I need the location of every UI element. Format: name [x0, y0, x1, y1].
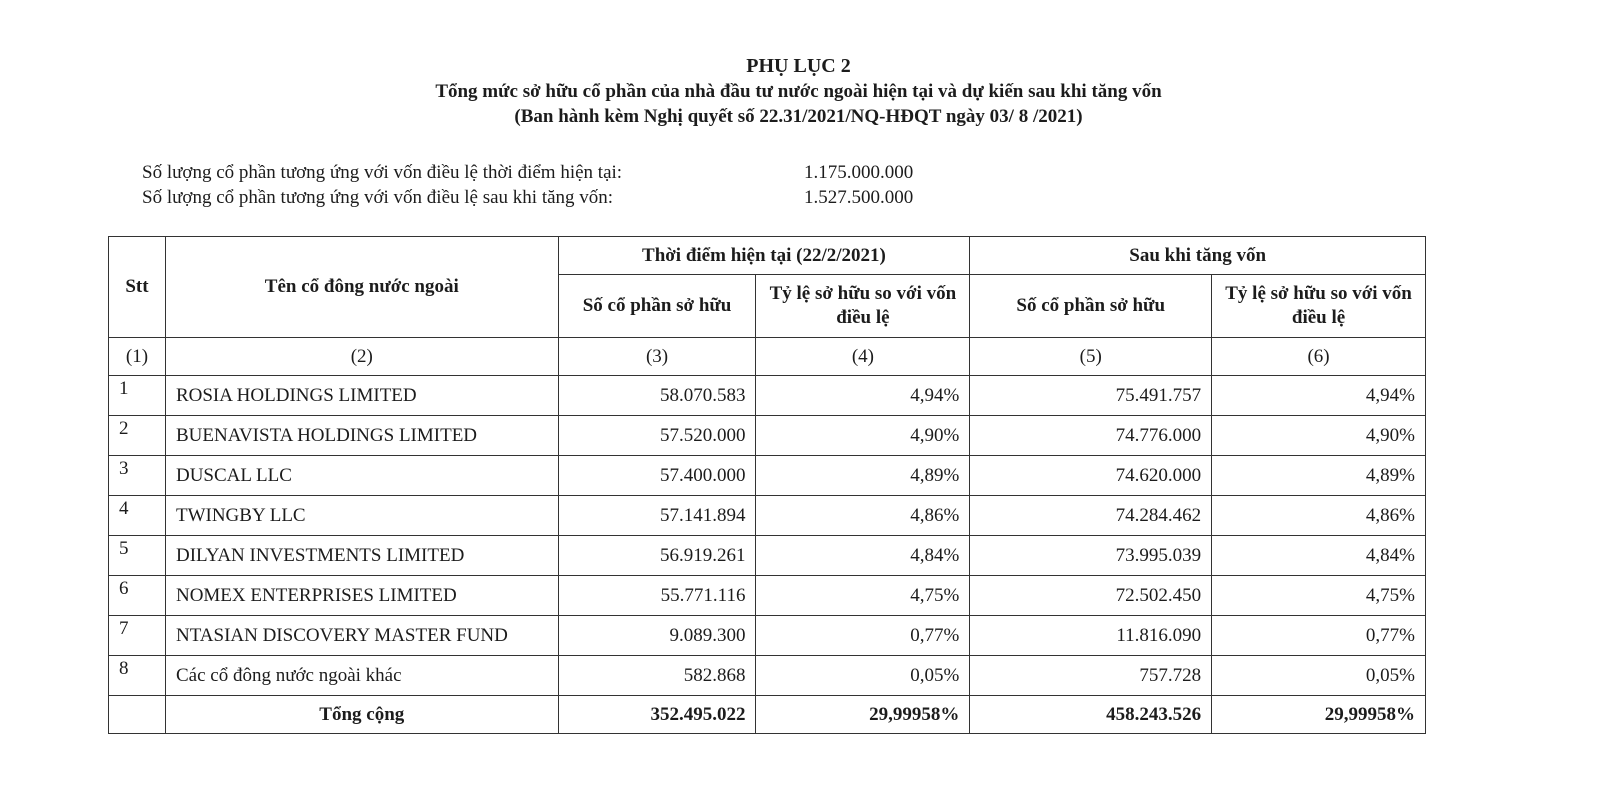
- row-current-shares: 57.400.000: [558, 456, 756, 496]
- row-current-ratio: 4,89%: [756, 456, 970, 496]
- total-after-ratio: 29,99958%: [1212, 696, 1426, 734]
- row-after-shares: 74.620.000: [970, 456, 1212, 496]
- header-name: Tên cổ đông nước ngoài: [165, 237, 558, 338]
- row-stt: 5: [109, 536, 166, 576]
- row-after-ratio: 4,89%: [1212, 456, 1426, 496]
- row-current-ratio: 4,84%: [756, 536, 970, 576]
- row-stt: 6: [109, 576, 166, 616]
- header-current-ratio: Tỷ lệ sở hữu so với vốn điều lệ: [756, 275, 970, 338]
- row-after-shares: 72.502.450: [970, 576, 1212, 616]
- total-after-shares: 458.243.526: [970, 696, 1212, 734]
- appendix-subtitle: Tổng mức sở hữu cổ phần của nhà đầu tư nước ngoài hiện tại và dự kiến sau khi tăng vốn: [435, 81, 1162, 102]
- row-shareholder-name: BUENAVISTA HOLDINGS LIMITED: [165, 416, 558, 456]
- summary-label: Số lượng cổ phần tương ứng với vốn điều lệ sau khi tăng vốn:: [142, 187, 614, 208]
- row-shareholder-name: DUSCAL LLC: [165, 456, 558, 496]
- row-shareholder-name: DILYAN INVESTMENTS LIMITED: [165, 536, 558, 576]
- total-current-ratio: 29,99958%: [756, 696, 970, 734]
- summary-row-current: [142, 160, 913, 185]
- row-stt: 8: [109, 656, 166, 696]
- row-stt: 7: [109, 616, 166, 656]
- foreign-ownership-table: [108, 236, 1426, 734]
- table-row: [109, 616, 1426, 656]
- header-stt: Stt: [109, 237, 166, 338]
- row-current-ratio: 0,77%: [756, 616, 970, 656]
- summary-label: Số lượng cổ phần tương ứng với vốn điều lệ thời điểm hiện tại:: [142, 162, 623, 183]
- row-current-ratio: 4,75%: [756, 576, 970, 616]
- row-shareholder-name: ROSIA HOLDINGS LIMITED: [165, 376, 558, 416]
- index-cell: (2): [165, 338, 558, 376]
- row-stt: 3: [109, 456, 166, 496]
- row-current-shares: 58.070.583: [558, 376, 756, 416]
- table-row: [109, 656, 1426, 696]
- resolution-reference: (Ban hành kèm Nghị quyết số 22.31/2021/NQ-HĐQT ngày 03/ 8 /2021): [514, 106, 1083, 127]
- row-after-ratio: 4,75%: [1212, 576, 1426, 616]
- table-row: [109, 376, 1426, 416]
- total-stt-empty: [109, 696, 166, 734]
- row-stt: 2: [109, 416, 166, 456]
- total-current-shares: 352.495.022: [558, 696, 756, 734]
- summary-value: 1.527.500.000: [804, 187, 914, 208]
- row-stt: 4: [109, 496, 166, 536]
- row-after-ratio: 4,84%: [1212, 536, 1426, 576]
- row-after-shares: 74.284.462: [970, 496, 1212, 536]
- row-shareholder-name: TWINGBY LLC: [165, 496, 558, 536]
- row-current-shares: 582.868: [558, 656, 756, 696]
- row-current-shares: 9.089.300: [558, 616, 756, 656]
- total-row: [109, 696, 1426, 734]
- row-after-shares: 73.995.039: [970, 536, 1212, 576]
- row-current-ratio: 0,05%: [756, 656, 970, 696]
- index-cell: (1): [109, 338, 166, 376]
- row-stt: 1: [109, 376, 166, 416]
- row-current-shares: 57.520.000: [558, 416, 756, 456]
- header-group-current: Thời điểm hiện tại (22/2/2021): [558, 237, 970, 275]
- row-current-ratio: 4,86%: [756, 496, 970, 536]
- row-after-shares: 11.816.090: [970, 616, 1212, 656]
- column-index-row: [109, 338, 1426, 376]
- total-label: Tổng cộng: [165, 696, 558, 734]
- row-after-shares: 74.776.000: [970, 416, 1212, 456]
- summary-row-after: [142, 185, 913, 210]
- row-after-ratio: 4,86%: [1212, 496, 1426, 536]
- row-after-ratio: 4,90%: [1212, 416, 1426, 456]
- appendix-title: PHỤ LỤC 2: [746, 55, 851, 77]
- row-after-ratio: 0,05%: [1212, 656, 1426, 696]
- row-shareholder-name: NOMEX ENTERPRISES LIMITED: [165, 576, 558, 616]
- index-cell: (3): [558, 338, 756, 376]
- document-heading: [0, 54, 1597, 129]
- share-summary: [142, 160, 913, 210]
- header-group-after: Sau khi tăng vốn: [970, 237, 1426, 275]
- row-current-shares: 56.919.261: [558, 536, 756, 576]
- header-after-shares: Số cổ phần sở hữu: [970, 275, 1212, 338]
- row-after-shares: 75.491.757: [970, 376, 1212, 416]
- table-row: [109, 576, 1426, 616]
- row-current-ratio: 4,94%: [756, 376, 970, 416]
- row-after-ratio: 4,94%: [1212, 376, 1426, 416]
- index-cell: (4): [756, 338, 970, 376]
- row-shareholder-name: NTASIAN DISCOVERY MASTER FUND: [165, 616, 558, 656]
- index-cell: (6): [1212, 338, 1426, 376]
- table-row: [109, 496, 1426, 536]
- table-row: [109, 416, 1426, 456]
- header-current-shares: Số cổ phần sở hữu: [558, 275, 756, 338]
- row-current-ratio: 4,90%: [756, 416, 970, 456]
- row-current-shares: 57.141.894: [558, 496, 756, 536]
- index-cell: (5): [970, 338, 1212, 376]
- row-after-ratio: 0,77%: [1212, 616, 1426, 656]
- summary-value: 1.175.000.000: [804, 162, 914, 183]
- row-after-shares: 757.728: [970, 656, 1212, 696]
- row-current-shares: 55.771.116: [558, 576, 756, 616]
- table-row: [109, 536, 1426, 576]
- header-after-ratio: Tỷ lệ sở hữu so với vốn điều lệ: [1212, 275, 1426, 338]
- row-shareholder-name: Các cổ đông nước ngoài khác: [165, 656, 558, 696]
- table-row: [109, 456, 1426, 496]
